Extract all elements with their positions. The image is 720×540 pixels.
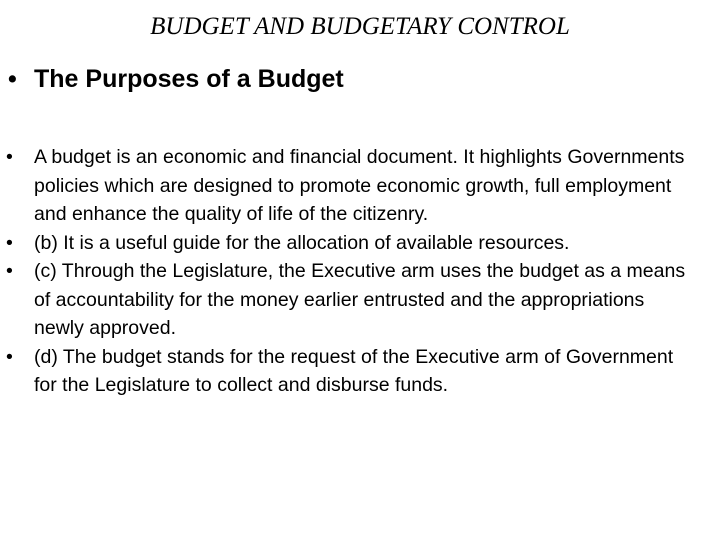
bullet-icon: • — [8, 65, 17, 93]
list-item-text: A budget is an economic and financial document. It highlights Governments policies which are designed to promote economic growth, full employment and enhance the quality of life of the citizenry. — [34, 146, 685, 225]
bullet-icon: • — [6, 345, 13, 368]
section-heading-text: The Purposes of a Budget — [34, 65, 344, 93]
slide-title: BUDGET AND BUDGETARY CONTROL — [150, 13, 570, 40]
list-item — [6, 257, 696, 343]
bullet-list — [6, 143, 696, 400]
bullet-icon: • — [6, 260, 13, 282]
list-item — [6, 143, 696, 229]
list-item — [6, 343, 696, 400]
list-item — [6, 229, 696, 258]
section-heading — [8, 61, 708, 97]
list-item-text: (c) Through the Legislature, the Executive arm uses the budget as a means of accountability for the money earlier entrusted and the appropriations newly approved. — [34, 260, 686, 339]
bullet-icon: • — [6, 231, 13, 254]
list-item-text: (d) The budget stands for the request of the Executive arm of Government for the Legislature to collect and disburse funds. — [34, 345, 674, 396]
list-item-text: (b) It is a useful guide for the allocation of available resources. — [34, 231, 570, 254]
bullet-icon: • — [6, 146, 13, 168]
